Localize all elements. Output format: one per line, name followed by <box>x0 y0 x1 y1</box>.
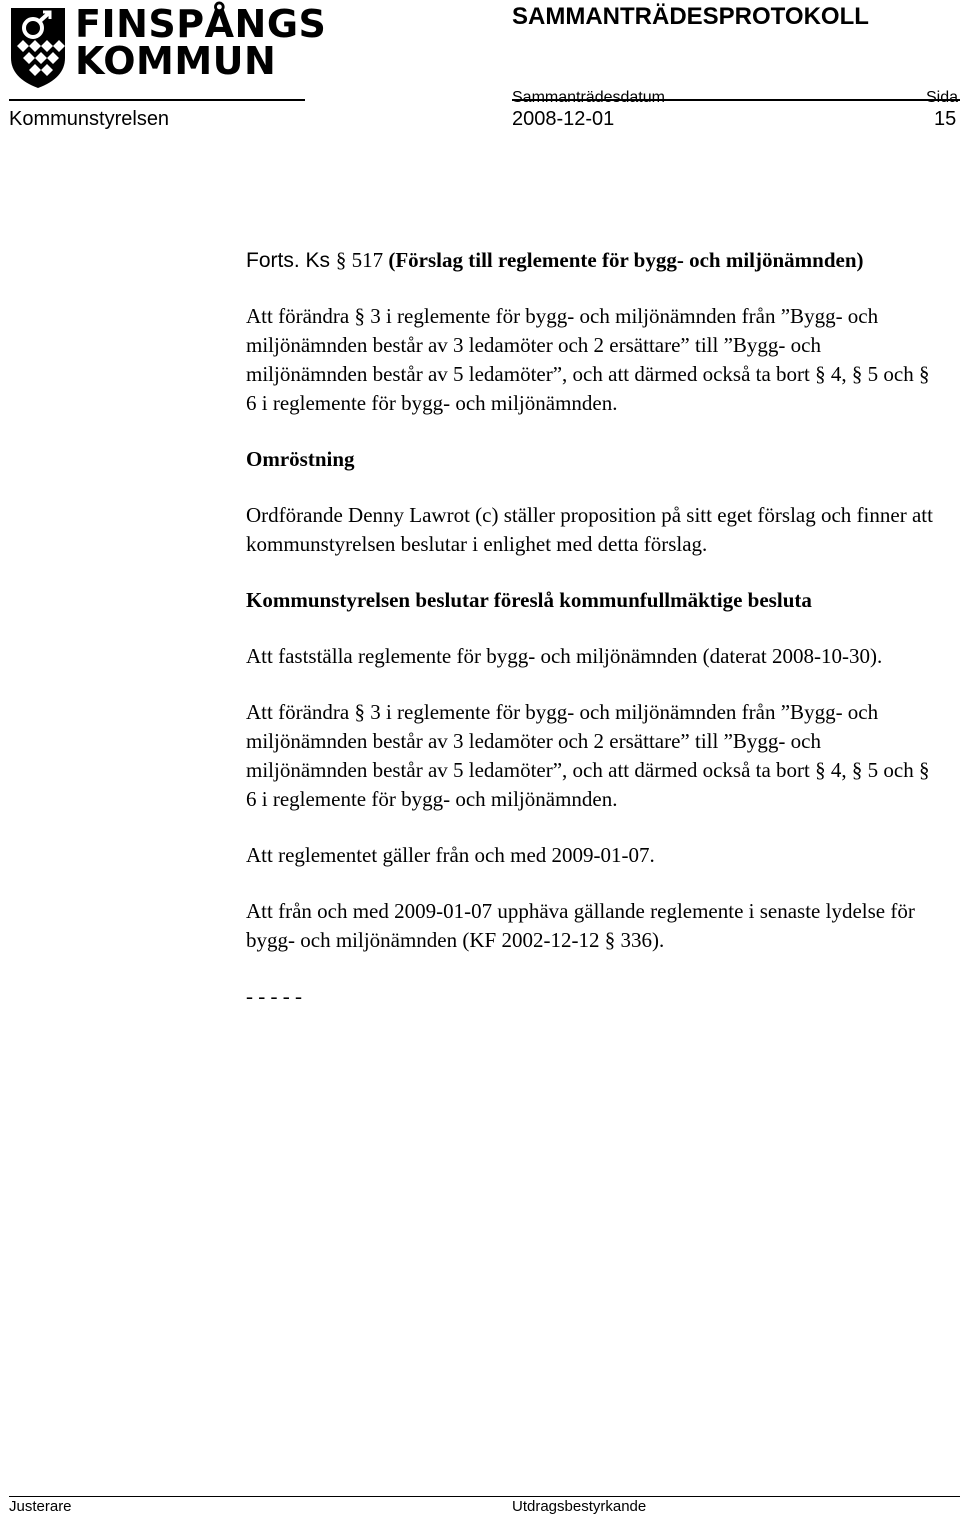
page-number: 15 <box>934 108 957 130</box>
municipality-logo <box>9 2 327 90</box>
extract-certification-label: Utdragsbestyrkande <box>512 1498 647 1515</box>
meeting-date-label: Sammanträdesdatum <box>512 89 665 106</box>
logo-wordmark <box>75 2 327 83</box>
vote-paragraph: Ordförande Denny Lawrot (c) ställer proposition på sitt eget förslag och finner att kommunstyrelsen beslutar i enlighet med detta förslag. <box>246 503 933 556</box>
meeting-date: 2008-12-01 <box>512 108 615 130</box>
decision-item-2: Att förändra § 3 i reglemente för bygg- och miljönämnden från ”Bygg- och miljönämnden består av 3 ledamöter och 2 ersättare” till ”Bygg- och miljönämnden består av 5 ledamöter”, och att därmed också ta bort § 4, § 5 och § 6 i reglemente för bygg- och miljönämnden. <box>246 700 930 811</box>
vote-heading: Omröstning <box>246 447 355 471</box>
footer-rule <box>9 1496 960 1497</box>
section-subject: (Förslag till reglemente för bygg- och miljönämnden) <box>388 248 864 272</box>
document-type: SAMMANTRÄDESPROTOKOLL <box>512 3 869 30</box>
logo-line-2: KOMMUN <box>75 39 277 83</box>
decision-item-1: Att fastställa reglemente för bygg- och miljönämnden (daterat 2008-10-30). <box>246 644 883 668</box>
end-marker: - - - - - <box>246 984 302 1008</box>
protocol-body <box>246 246 936 1038</box>
page-label: Sida <box>926 89 959 106</box>
decision-item-4: Att från och med 2009-01-07 upphäva gällande reglemente i senaste lydelse för bygg- och miljönämnden (KF 2002-12-12 § 336). <box>246 899 915 952</box>
decision-heading: Kommunstyrelsen beslutar föreslå kommunfullmäktige besluta <box>246 588 812 612</box>
decision-item-3: Att reglementet gäller från och med 2009-01-07. <box>246 843 655 867</box>
section-number: 517 <box>346 248 389 272</box>
section-title-prefix: Forts. Ks <box>246 249 336 272</box>
section-title <box>246 246 936 275</box>
organization-name: Kommunstyrelsen <box>9 108 170 130</box>
coat-of-arms-icon <box>9 6 67 90</box>
logo-line-1: FINSPÅNGS <box>75 2 327 46</box>
signer-label: Justerare <box>9 1498 72 1515</box>
section-sign: § <box>335 248 347 272</box>
proposal-paragraph: Att förändra § 3 i reglemente för bygg- och miljönämnden från ”Bygg- och miljönämnden består av 3 ledamöter och 2 ersättare” till ”Bygg- och miljönämnden består av 5 ledamöter”, och att därmed också ta bort § 4, § 5 och § 6 i reglemente för bygg- och miljönämnden. <box>246 304 930 415</box>
header-rule-left <box>9 99 305 101</box>
